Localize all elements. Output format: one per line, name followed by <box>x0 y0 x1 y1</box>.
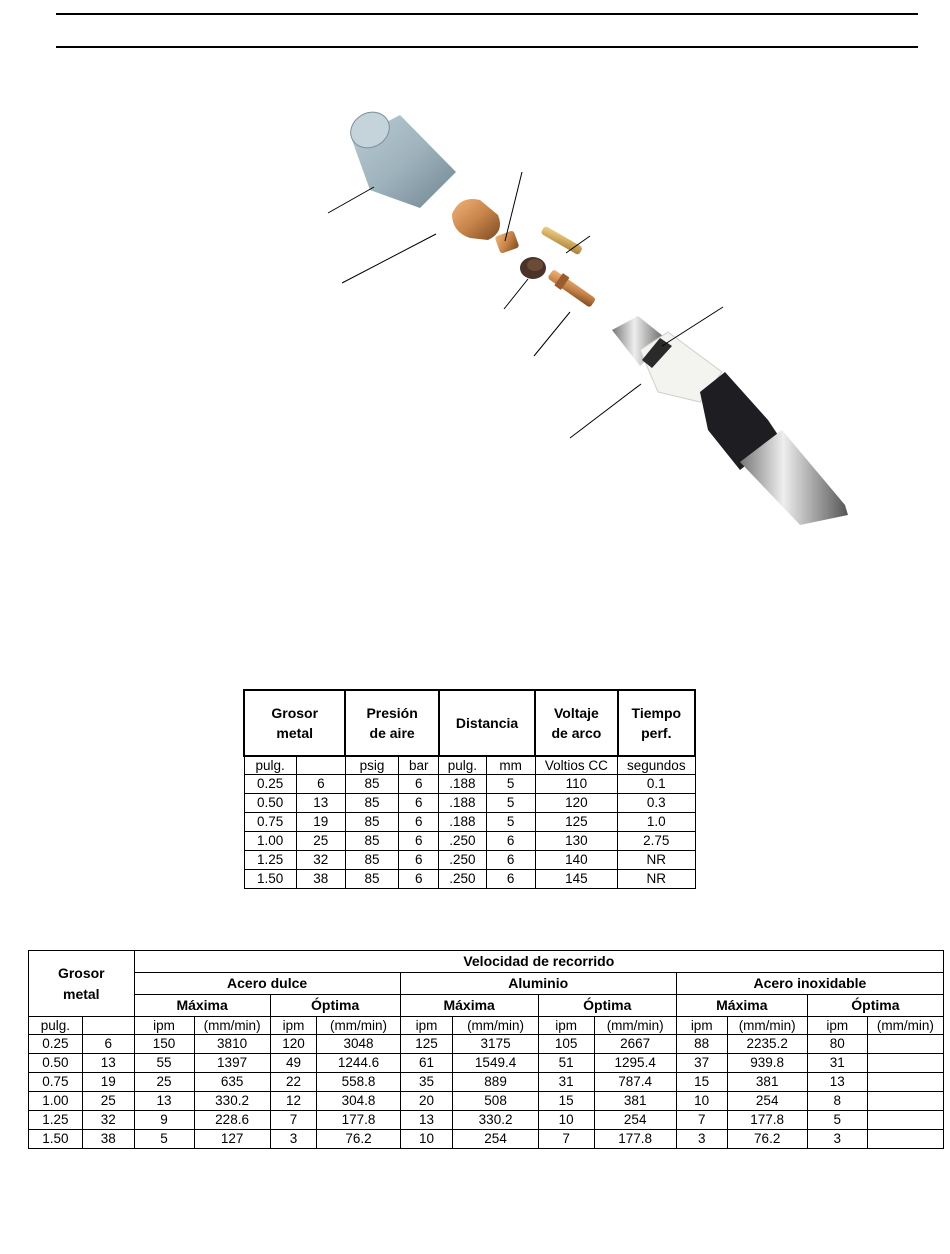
speed-header: Óptima <box>538 995 676 1017</box>
table-cell: 38 <box>296 870 345 889</box>
table-cell: 1397 <box>194 1054 270 1073</box>
table-cell: 0.50 <box>29 1054 83 1073</box>
table-cell: 2667 <box>594 1035 676 1054</box>
unit-cell: ipm <box>400 1017 453 1035</box>
table-cell: 105 <box>538 1035 594 1054</box>
table-cell <box>867 1035 943 1054</box>
table-cell: 6 <box>82 1035 134 1054</box>
table-cell <box>867 1073 943 1092</box>
unit-cell: (mm/min) <box>194 1017 270 1035</box>
table-cell: 1.0 <box>618 813 695 832</box>
table-cell: 25 <box>134 1073 194 1092</box>
table-row <box>29 1054 944 1073</box>
shield-cup <box>344 105 456 208</box>
speed-type-row <box>29 995 944 1017</box>
table-cell: .250 <box>439 832 486 851</box>
table-cell: 381 <box>727 1073 807 1092</box>
torch-exploded-illustration <box>0 0 950 560</box>
table-cell: 19 <box>296 813 345 832</box>
header-grosor-metal: Grosor metal <box>244 690 345 756</box>
unit-cell: mm <box>486 756 535 775</box>
electrode <box>547 269 596 308</box>
speed-header: Óptima <box>270 995 400 1017</box>
unit-cell: ipm <box>807 1017 867 1035</box>
table-cell: 177.8 <box>727 1111 807 1130</box>
table-cell: 13 <box>807 1073 867 1092</box>
unit-cell: ipm <box>676 1017 727 1035</box>
table-cell: 3048 <box>317 1035 400 1054</box>
table-cell: 85 <box>345 851 398 870</box>
table-cell: 1.50 <box>29 1130 83 1149</box>
table-cell: 20 <box>400 1092 453 1111</box>
table-cell: NR <box>618 870 695 889</box>
table-cell: 37 <box>676 1054 727 1073</box>
table-cell: 22 <box>270 1073 317 1092</box>
unit-cell <box>296 756 345 775</box>
table-cell: 0.75 <box>244 813 296 832</box>
unit-cell: pulg. <box>439 756 486 775</box>
table-cell: 5 <box>486 813 535 832</box>
speed-header: Máxima <box>400 995 538 1017</box>
unit-cell: (mm/min) <box>594 1017 676 1035</box>
table-cell: 1.25 <box>244 851 296 870</box>
table-cell: 13 <box>82 1054 134 1073</box>
table-cell: 130 <box>535 832 617 851</box>
table-cell: 889 <box>453 1073 538 1092</box>
unit-cell: (mm/min) <box>867 1017 943 1035</box>
table-cell: 330.2 <box>453 1111 538 1130</box>
table-cell: 5 <box>486 794 535 813</box>
table-cell: 0.25 <box>244 775 296 794</box>
table-cell: 6 <box>399 832 439 851</box>
table-cell: 6 <box>399 775 439 794</box>
table-cell: 1.25 <box>29 1111 83 1130</box>
table-cell: 9 <box>134 1111 194 1130</box>
table-cell: 127 <box>194 1130 270 1149</box>
unit-cell: (mm/min) <box>317 1017 400 1035</box>
table-cell: 1549.4 <box>453 1054 538 1073</box>
material-header: Acero dulce <box>134 973 400 995</box>
table-cell: 15 <box>538 1092 594 1111</box>
unit-cell: psig <box>345 756 398 775</box>
unit-cell: (mm/min) <box>453 1017 538 1035</box>
table-cell: 3 <box>270 1130 317 1149</box>
table-cell: 10 <box>400 1130 453 1149</box>
table-cell <box>867 1130 943 1149</box>
table-cell: 3175 <box>453 1035 538 1054</box>
table-cell: 3 <box>676 1130 727 1149</box>
table-cell: .250 <box>439 870 486 889</box>
material-header: Acero inoxidable <box>676 973 943 995</box>
table1-body <box>244 775 695 889</box>
table-cell: 38 <box>82 1130 134 1149</box>
table-cell: 2.75 <box>618 832 695 851</box>
table-cell: 51 <box>538 1054 594 1073</box>
table-cell: 12 <box>270 1092 317 1111</box>
table-cell: 5 <box>807 1111 867 1130</box>
table-cell: 85 <box>345 832 398 851</box>
table-cell: 0.25 <box>29 1035 83 1054</box>
table-cell: 25 <box>296 832 345 851</box>
table-cell: 330.2 <box>194 1092 270 1111</box>
cutting-parameters-table <box>243 689 696 889</box>
table-cell: NR <box>618 851 695 870</box>
table-cell: 55 <box>134 1054 194 1073</box>
unit-cell: Voltios CC <box>535 756 617 775</box>
table-cell: 6 <box>399 813 439 832</box>
table-cell: 10 <box>676 1092 727 1111</box>
nozzle <box>452 199 500 240</box>
table-cell: 304.8 <box>317 1092 400 1111</box>
table-cell: 80 <box>807 1035 867 1054</box>
table-cell: 19 <box>82 1073 134 1092</box>
header-grosor-metal: Grosor metal <box>29 951 135 1017</box>
units-row <box>29 1017 944 1035</box>
header-tiempo-perf: Tiempo perf. <box>618 690 695 756</box>
table-cell: 125 <box>535 813 617 832</box>
table-cell: 939.8 <box>727 1054 807 1073</box>
table-cell: 31 <box>807 1054 867 1073</box>
starter-cartridge <box>540 226 583 256</box>
table-cell: 6 <box>399 870 439 889</box>
table-cell: 0.3 <box>618 794 695 813</box>
leader-lines <box>328 172 723 438</box>
table-row <box>244 870 695 889</box>
table-cell: .188 <box>439 794 486 813</box>
unit-cell: (mm/min) <box>727 1017 807 1035</box>
table-cell <box>867 1054 943 1073</box>
torch-head <box>612 316 848 525</box>
table-cell: 85 <box>345 794 398 813</box>
table-cell: 10 <box>538 1111 594 1130</box>
table-cell: 2235.2 <box>727 1035 807 1054</box>
table-cell: 76.2 <box>317 1130 400 1149</box>
speed-header: Óptima <box>807 995 943 1017</box>
table-cell: 85 <box>345 813 398 832</box>
table-cell: 254 <box>727 1092 807 1111</box>
speed-header: Máxima <box>134 995 270 1017</box>
table-cell: 381 <box>594 1092 676 1111</box>
table-cell: 0.1 <box>618 775 695 794</box>
table-row <box>244 832 695 851</box>
table-cell: 25 <box>82 1092 134 1111</box>
header-voltaje-arco: Voltaje de arco <box>535 690 617 756</box>
header-distancia: Distancia <box>439 690 535 756</box>
table-cell: 15 <box>676 1073 727 1092</box>
unit-cell: bar <box>399 756 439 775</box>
table-cell: 6 <box>486 832 535 851</box>
table-cell: 228.6 <box>194 1111 270 1130</box>
table-cell: 13 <box>134 1092 194 1111</box>
table-cell: 150 <box>134 1035 194 1054</box>
table-cell: .188 <box>439 775 486 794</box>
header-presion-aire: Presión de aire <box>345 690 438 756</box>
table-cell: 177.8 <box>317 1111 400 1130</box>
unit-cell: pulg. <box>244 756 296 775</box>
table-cell: 558.8 <box>317 1073 400 1092</box>
table-cell: 6 <box>486 851 535 870</box>
table-row <box>244 813 695 832</box>
table-row <box>244 851 695 870</box>
materials-row <box>29 973 944 995</box>
table-cell: 61 <box>400 1054 453 1073</box>
table-cell: 120 <box>535 794 617 813</box>
table-row <box>29 1111 944 1130</box>
table-row <box>29 1073 944 1092</box>
table-cell: 88 <box>676 1035 727 1054</box>
table-cell: 35 <box>400 1073 453 1092</box>
travel-speed-table <box>28 950 944 1149</box>
table-cell: 7 <box>270 1111 317 1130</box>
table-cell: 31 <box>538 1073 594 1092</box>
table-row <box>244 794 695 813</box>
table-cell: 85 <box>345 775 398 794</box>
table-cell: 1.00 <box>244 832 296 851</box>
swirl-ring <box>520 257 546 279</box>
table-row <box>244 775 695 794</box>
unit-cell: pulg. <box>29 1017 83 1035</box>
table-cell: 3810 <box>194 1035 270 1054</box>
table-cell: 145 <box>535 870 617 889</box>
unit-cell: ipm <box>538 1017 594 1035</box>
table-cell <box>867 1111 943 1130</box>
table-cell: 6 <box>296 775 345 794</box>
table-cell: 3 <box>807 1130 867 1149</box>
table-row <box>29 1130 944 1149</box>
table-cell: 254 <box>594 1111 676 1130</box>
table-cell: 5 <box>134 1130 194 1149</box>
table-cell: 125 <box>400 1035 453 1054</box>
table-cell: .188 <box>439 813 486 832</box>
table-cell: 13 <box>296 794 345 813</box>
table-cell: 140 <box>535 851 617 870</box>
table-cell: 7 <box>538 1130 594 1149</box>
table-cell: 8 <box>807 1092 867 1111</box>
table2-body <box>29 1035 944 1149</box>
table-cell <box>867 1092 943 1111</box>
table-cell: 85 <box>345 870 398 889</box>
table-cell: 120 <box>270 1035 317 1054</box>
table-cell: 32 <box>296 851 345 870</box>
table-cell: 32 <box>82 1111 134 1130</box>
speed-header: Máxima <box>676 995 807 1017</box>
units-row <box>244 756 695 775</box>
unit-cell <box>82 1017 134 1035</box>
table-cell: 49 <box>270 1054 317 1073</box>
table-cell: 0.75 <box>29 1073 83 1092</box>
table-cell: 787.4 <box>594 1073 676 1092</box>
table-cell: 0.50 <box>244 794 296 813</box>
table-cell: 76.2 <box>727 1130 807 1149</box>
unit-cell: ipm <box>134 1017 194 1035</box>
table-row <box>29 1092 944 1111</box>
table-row <box>29 1035 944 1054</box>
table-cell: 110 <box>535 775 617 794</box>
table-cell: 6 <box>399 794 439 813</box>
table-cell: 6 <box>399 851 439 870</box>
table-cell: .250 <box>439 851 486 870</box>
table-cell: 1.00 <box>29 1092 83 1111</box>
table-cell: 6 <box>486 870 535 889</box>
unit-cell: segundos <box>618 756 695 775</box>
table-cell: 635 <box>194 1073 270 1092</box>
material-header: Aluminio <box>400 973 676 995</box>
table-cell: 13 <box>400 1111 453 1130</box>
table-cell: 1.50 <box>244 870 296 889</box>
unit-cell: ipm <box>270 1017 317 1035</box>
table-cell: 1244.6 <box>317 1054 400 1073</box>
table-cell: 177.8 <box>594 1130 676 1149</box>
table-cell: 1295.4 <box>594 1054 676 1073</box>
table-cell: 5 <box>486 775 535 794</box>
header-velocidad-recorrido: Velocidad de recorrido <box>134 951 943 973</box>
table-cell: 508 <box>453 1092 538 1111</box>
table-cell: 7 <box>676 1111 727 1130</box>
table-cell: 254 <box>453 1130 538 1149</box>
